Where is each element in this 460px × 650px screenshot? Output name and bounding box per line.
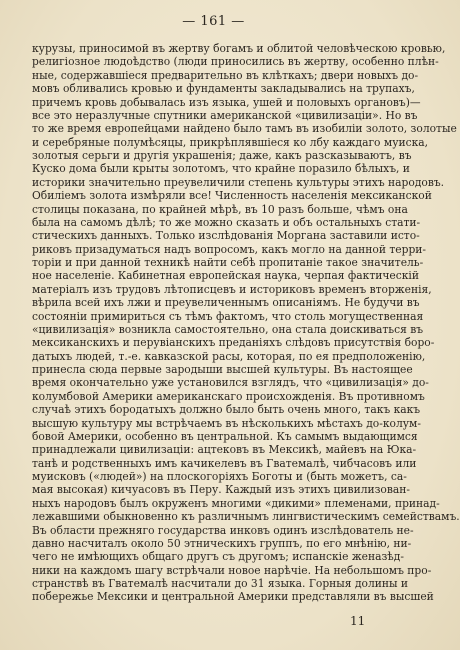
text-line: чего не имѣющихъ общаго другъ съ другомъ; испанскіе женазѣд-	[32, 550, 404, 564]
text-line: мовъ обливались кровью и фундаменты закладывались на трупахъ,	[32, 82, 415, 96]
text-line: состояніи примириться съ тѣмъ фактомъ, что столь могущественная	[32, 309, 424, 323]
text-line: высшую культуру мы встрѣчаемъ въ нѣсколькихъ мѣстахъ до-колум-	[32, 416, 421, 430]
signature-mark: 11	[350, 614, 366, 628]
text-line: колумбовой Америки американскаго происхожденія. Въ противномъ	[32, 389, 425, 403]
text-line: бовой Америки, особенно въ центральной. Къ самымъ выдающимся	[32, 429, 418, 443]
text-line: риковъ призадуматься надъ вопросомъ, какъ могло на данной терри-	[32, 242, 427, 256]
text-line: случаѣ этихъ бородатыхъ должно было быть очень много, такъ какъ	[32, 403, 421, 417]
text-line: и серебряные полумѣсяцы, прикрѣплявшіеся ко лбу каждаго муиска,	[32, 135, 429, 149]
text-line: стическихъ данныхъ. Только изслѣдованія Моргана заставили исто-	[32, 229, 420, 243]
text-line: принадлежали цивилизаціи: ацтековъ въ Мексикѣ, майевъ на Юка-	[32, 443, 417, 457]
text-line: время окончательно уже установился взглядъ, что «цивилизація» до-	[32, 376, 429, 390]
text-line: матеріалъ изъ трудовъ лѣтописцевъ и историковъ временъ вторженія,	[32, 282, 432, 296]
text-line: Въ области прежняго государства инковъ одинъ изслѣдователь не-	[32, 523, 414, 537]
text-line: побережье Мексики и центральной Америки представляли въ высшей	[32, 590, 434, 604]
text-line: ники на каждомъ шагу встрѣчали новое нарѣчіе. На небольшомъ про-	[32, 563, 432, 577]
page-number: — 161 —	[182, 14, 245, 29]
text-line: курузы, приносимой въ жертву богамъ и облитой человѣческою кровью,	[32, 42, 446, 55]
text-line: золотыя серьги и другія украшенія; даже, какъ разсказываютъ, въ	[32, 149, 412, 162]
text-line: танѣ и родственныхъ имъ качикелевъ въ Гватемалѣ, чибчасовъ или	[32, 456, 417, 470]
text-line: давно насчиталъ около 50 этническихъ группъ, по его мнѣнію, ни-	[32, 536, 412, 550]
text-line: причемъ кровь добывалась изъ языка, ушей и половыхъ органовъ)—	[32, 95, 421, 109]
text-line: религіозное людоѣдство (люди приносились въ жертву, особенно плѣн-	[32, 55, 439, 69]
text-line: мексиканскихъ и перувіанскихъ преданіяхъ слѣдовъ присутствія боро-	[32, 336, 435, 350]
body-text	[32, 42, 460, 604]
text-line: историки значительно преувеличили степень культуры этихъ народовъ.	[32, 175, 445, 189]
text-line: вѣрила всей ихъ лжи и преувеличеннымъ описаніямъ. Не будучи въ	[32, 296, 420, 310]
text-line: Обилiемъ золота измѣряли все! Численность населенія мексиканской	[32, 189, 432, 203]
text-line: ныхъ народовъ былъ окруженъ многими «дикими» племенами, принад-	[32, 496, 440, 510]
text-line: то же время европейцами найдено было тамъ въ изобиліи золото, золотые	[32, 122, 457, 136]
text-line: странствѣ въ Гватемалѣ насчитали до 31 языка. Горныя долины и	[32, 577, 409, 590]
text-line: Куско дома были крыты золотомъ, что крайне поразило бѣлыхъ, и	[32, 162, 410, 176]
text-line: принесла сюда первые зародыши высшей культуры. Въ настоящее	[32, 363, 413, 376]
text-line: ные, содержавшіеся предварительно въ клѣткахъ; двери новыхъ до-	[32, 68, 419, 82]
text-line: была на самомъ дѣлѣ; то же можно сказать и объ остальныхъ стати-	[32, 215, 421, 229]
text-line: все это неразлучные спутники американской «цивилизаціи». Но въ	[32, 108, 418, 122]
text-line: датыхъ людей, т.-е. кавказской расы, которая, по ея предположенію,	[32, 349, 426, 363]
text-line: столицы показана, по крайней мѣрѣ, въ 10 разъ больше, чѣмъ она	[32, 202, 408, 216]
text-line: «цивилизація» возникла самостоятельно, она стала доискиваться въ	[32, 322, 424, 336]
text-line: ное населеніе. Кабинетная европейская наука, черпая фактическій	[32, 269, 419, 283]
text-line: мая высокая) кичуасовъ въ Перу. Каждый изъ этихъ цивилизован-	[32, 483, 410, 497]
text-line: торіи и при данной техникѣ найти себѣ пропитаніе такое значитель-	[32, 256, 424, 269]
text-line: муисковъ («людей») на плоскогоріяхъ Боготы и (быть можетъ, са-	[32, 470, 407, 483]
text-line: лежавшими обыкновенно къ различнымъ лингвистическимъ семействамъ.	[32, 510, 460, 524]
